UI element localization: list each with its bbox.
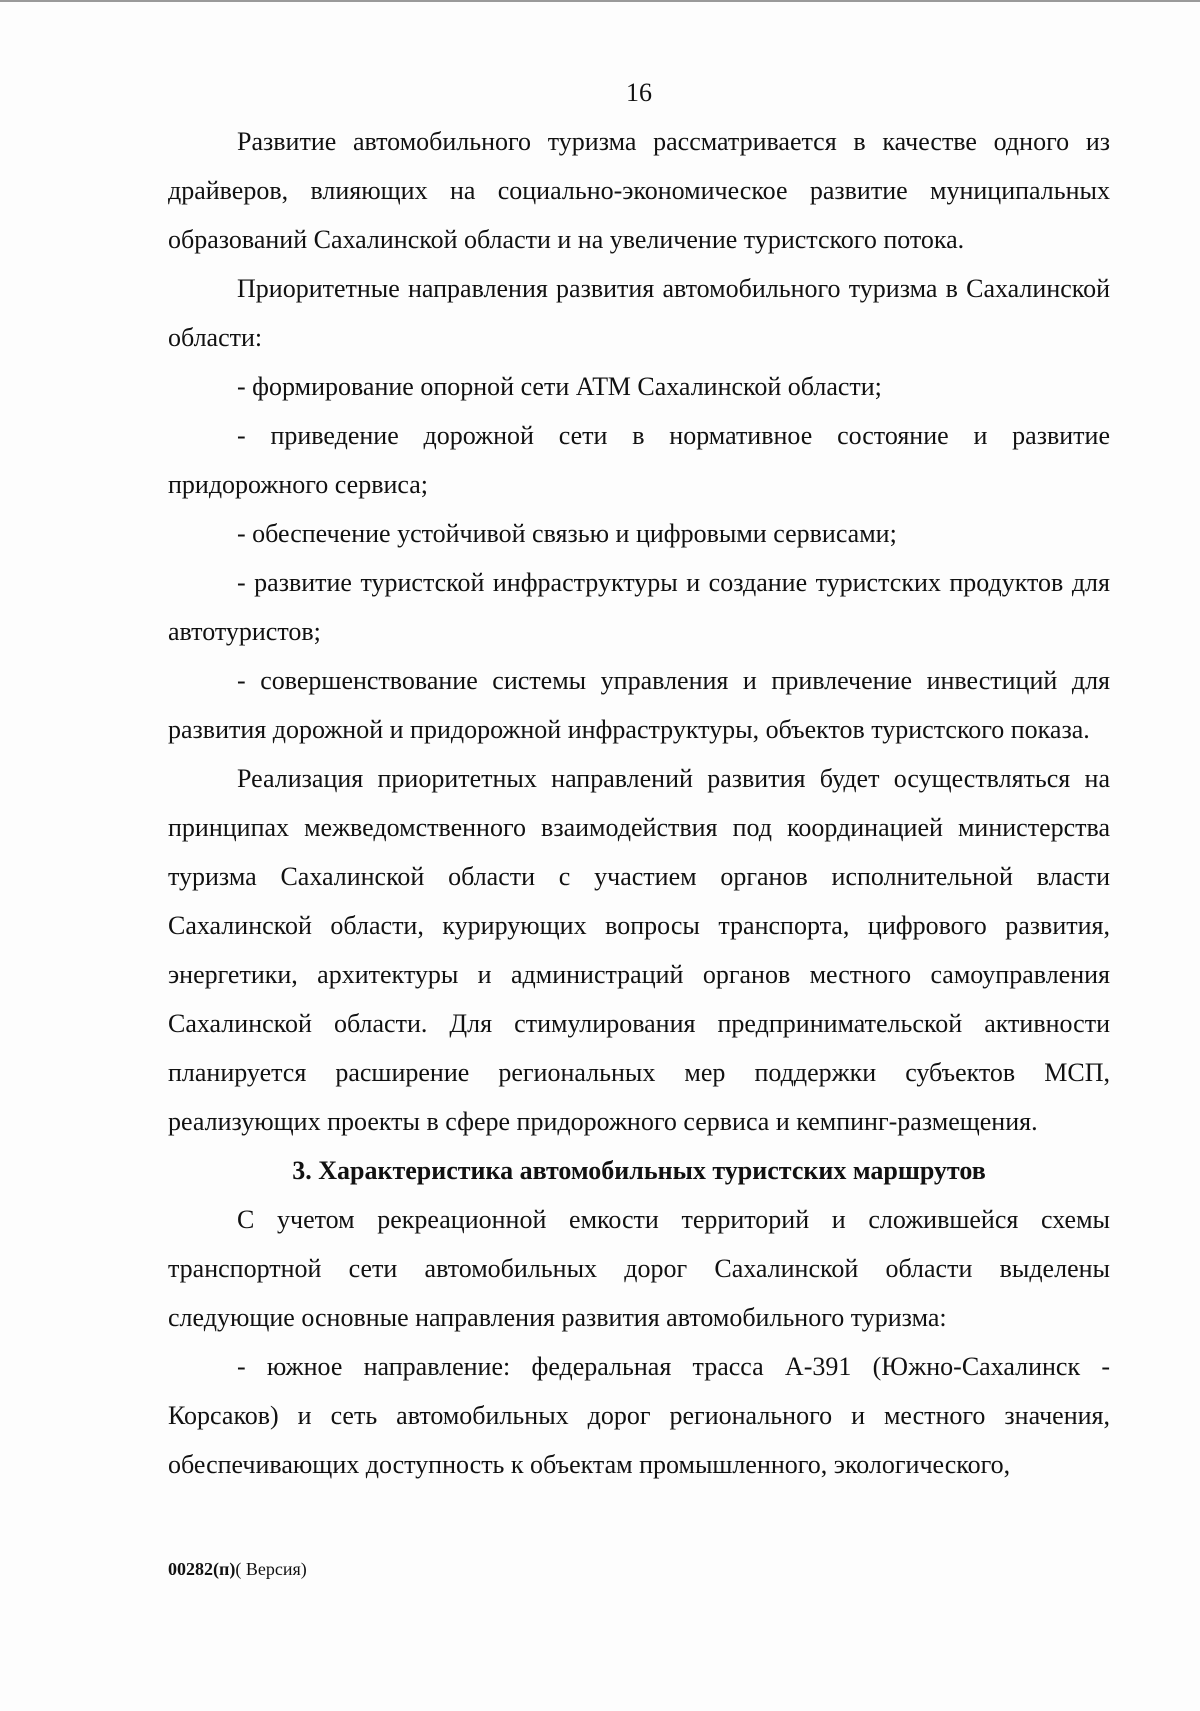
paragraph-priorities-lead: Приоритетные направления развития автомобильного туризма в Сахалинской области: bbox=[168, 274, 1110, 352]
list-item-priority: - приведение дорожной сети в нормативное состояние и развитие придорожного сервиса; bbox=[168, 421, 1110, 499]
section-heading: 3. Характеристика автомобильных туристских маршрутов bbox=[292, 1156, 986, 1185]
list-item-priority: - развитие туристской инфраструктуры и создание туристских продуктов для автотуристов; bbox=[168, 568, 1110, 646]
paragraph-implementation: Реализация приоритетных направлений развития будет осуществляться на принципах межведомственного взаимодействия под координацией министерства туризма Сахалинской области с участием органов исполнительной власти Сахалинской области, курирующих вопросы транспорта, цифрового развития, энергетики, архитектуры и администраций органов местного самоуправления Сахалинской области. Для стимулирования предпринимательской активности планируется расширение региональных мер поддержки субъектов МСП, реализующих проекты в сфере придорожного сервиса и кемпинг-размещения. bbox=[168, 764, 1110, 1136]
paragraph-intro: Развитие автомобильного туризма рассматривается в качестве одного из драйверов, влияющих на социально-экономическое развитие муниципальных образований Сахалинской области и на увеличение туристского потока. bbox=[168, 127, 1110, 254]
list-item-priority: - совершенствование системы управления и привлечение инвестиций для развития дорожной и придорожной инфраструктуры, объектов туристского показа. bbox=[168, 666, 1110, 744]
paragraph-directions-lead: С учетом рекреационной емкости территорий и сложившейся схемы транспортной сети автомобильных дорог Сахалинской области выделены следующие основные направления развития автомобильного туризма: bbox=[168, 1205, 1110, 1332]
footer-document-code bbox=[168, 1558, 307, 1580]
footer-code: 00282(п) bbox=[168, 1559, 236, 1579]
list-item-direction: - южное направление: федеральная трасса А-391 (Южно-Сахалинск - Корсаков) и сеть автомобильных дорог регионального и местного значения, обеспечивающих доступность к объектам промышленного, экологического, bbox=[168, 1352, 1110, 1479]
list-item-priority: - формирование опорной сети АТМ Сахалинской области; bbox=[237, 372, 882, 401]
page-number: 16 bbox=[626, 78, 652, 107]
document-body bbox=[168, 117, 1110, 1489]
page-top-edge bbox=[0, 0, 1200, 2]
list-item-priority: - обеспечение устойчивой связью и цифровыми сервисами; bbox=[237, 519, 897, 548]
footer-version: ( Версия) bbox=[235, 1559, 307, 1579]
